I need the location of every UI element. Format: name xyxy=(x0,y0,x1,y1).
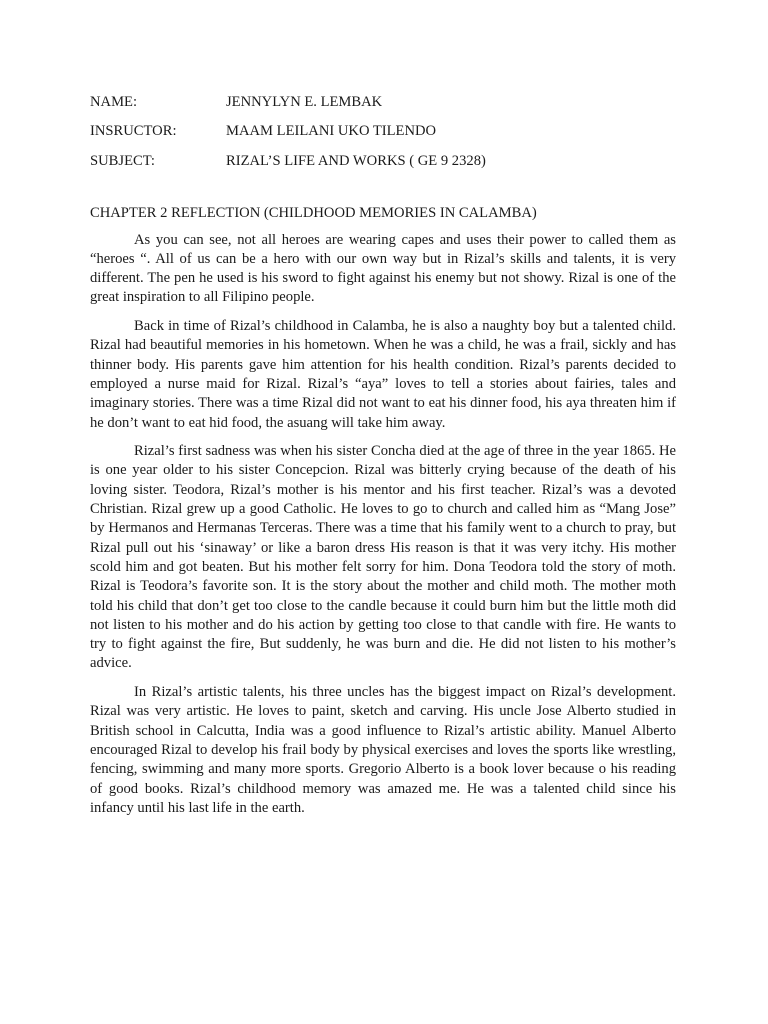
document-page xyxy=(90,92,676,827)
instructor-value: MAAM LEILANI UKO TILENDO xyxy=(226,123,437,140)
chapter-title: CHAPTER 2 REFLECTION (CHILDHOOD MEMORIES IN CALAMBA) xyxy=(90,204,537,221)
subject-value: RIZAL’S LIFE AND WORKS ( GE 9 2328) xyxy=(226,152,486,169)
instructor-label: INSRUCTOR: xyxy=(90,123,177,140)
body-paragraph: As you can see, not all heroes are wearing capes and uses their power to called them as “heroes “. All of us can be a hero with our own way but in Rizal’s skills and talents, it is very different. The pen he used is his sword to fight against his enemy but not showy. Rizal is one of the great inspiration to all Filipino people. xyxy=(90,231,676,306)
subject-label: SUBJECT: xyxy=(90,152,155,169)
subject-row xyxy=(90,151,676,171)
name-label: NAME: xyxy=(90,94,138,110)
body-paragraph: In Rizal’s artistic talents, his three uncles has the biggest impact on Rizal’s development. Rizal was very artistic. He loves to paint, sketch and carving. His uncle Jose Alberto studied in British school in Calcutta, India was a good influence to Rizal’s artistic ability. Manuel Alberto encouraged Rizal to develop his frail body by physical exercises and loves the sports like wrestling, fencing, swimming and many more sports. Gregorio Alberto is a book lover because o his reading of good books. Rizal’s childhood memory was amazed me. He was a talented child since his infancy until his last life in the earth. xyxy=(90,684,676,816)
body-paragraph: Back in time of Rizal’s childhood in Calamba, he is also a naughty boy but a talented child. Rizal had beautiful memories in his hometown. When he was a child, he was a frail, sickly and has thinner body. His parents gave him attention for his health condition. Rizal’s parents decided to employed a nurse maid for Rizal. Rizal’s “aya” loves to tell a stories about fairies, tales and imaginary stories. There was a time Rizal did not want to eat his dinner food, his aya threaten him if he don’t want to eat hid food, the asuang will take him away. xyxy=(90,318,676,431)
name-value: JENNYLYN E. LEMBAK xyxy=(226,94,383,110)
name-row xyxy=(90,92,676,112)
instructor-row xyxy=(90,121,676,141)
body-paragraph: Rizal’s first sadness was when his sister Concha died at the age of three in the year 1865. He is one year older to his sister Concepcion. Rizal was bitterly crying because of the death of his loving sister. Teodora, Rizal’s mother is his mentor and his first teacher. Rizal’s was a devoted Christian. Rizal grew up a good Catholic. He loves to go to church and called him as “Mang Jose” by Hermanos and Hermanas Terceras. There was a time that his family went to a church to pray, but Rizal pull out his ‘sinaway’ or like a baron dress His reason is that it was very itchy. His mother scold him and got beaten. But his mother felt sorry for him. Dona Teodora told the story of moth. Rizal is Teodora’s favorite son. It is the story about the mother and child moth. The mother moth told his child that don’t get too close to the candle because it could burn him but the little moth did not listen to his mother and do his action by getting too close to that candle with fire. He wants to try to fight against the fire, But suddenly, he was burn and die. He did not listen to his mother’s advice. xyxy=(90,443,676,672)
